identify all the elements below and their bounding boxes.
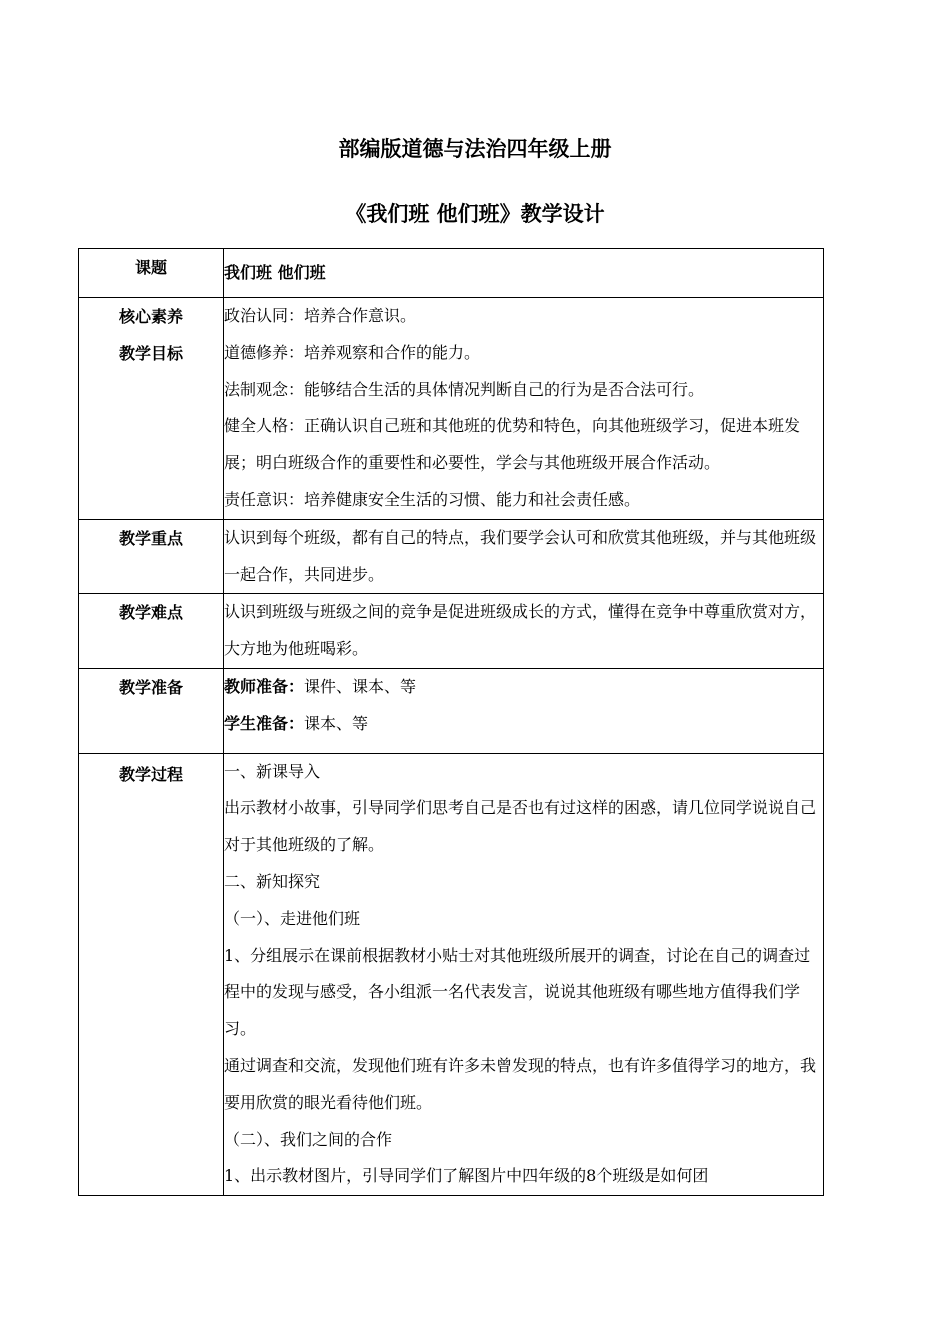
goals-label-line-1: 核心素养 (118, 307, 183, 326)
goal-line: 道德修养：培养观察和合作的能力。 (224, 342, 481, 362)
document-title: 部编版道德与法治四年级上册 (338, 137, 612, 161)
goals-label (79, 298, 224, 520)
student-prep (224, 706, 823, 743)
difficulty-label: 教学难点 (79, 594, 224, 669)
process-label: 教学过程 (79, 753, 224, 1196)
goal-line: 法制观念：能够结合生活的具体情况判断自己的行为是否合法可行。 (224, 379, 705, 399)
table-row-topic (79, 249, 824, 298)
process-line: （二）、我们之间的合作 (224, 1129, 393, 1149)
goal-line: 健全人格：正确认识自己班和其他班的优势和特色，向其他班级学习，促进本班发展；明白班级合作的重要性和必要性，学会与其他班级开展合作活动。 (224, 416, 801, 473)
topic-label: 课题 (79, 249, 224, 298)
table-row-process (79, 753, 824, 1196)
goals-label-line-2: 教学目标 (118, 344, 183, 363)
process-content (224, 753, 824, 1196)
process-line: （一）、走进他们班 (224, 908, 361, 928)
teacher-prep-value: 课件、课本、等 (304, 676, 417, 696)
difficulty-text: 认识到班级与班级之间的竞争是促进班级成长的方式，懂得在竞争中尊重欣赏对方，大方地为他班喝彩。 (224, 594, 824, 669)
lesson-plan-table (78, 248, 824, 1196)
teacher-prep-label: 教师准备： (224, 676, 305, 696)
table-row-preparation (79, 668, 824, 753)
process-line: 一、新课导入 (224, 761, 321, 781)
goal-line: 政治认同：培养合作意识。 (224, 306, 417, 325)
preparation-content (224, 668, 824, 753)
process-line: 通过调查和交流，发现他们班有许多未曾发现的特点，也有许多值得学习的地方，我要用欣赏的眼光看待他们班。 (224, 1055, 817, 1112)
teacher-prep (224, 669, 823, 706)
student-prep-label: 学生准备： (224, 713, 305, 733)
document-subtitle: 《我们班 他们班》教学设计 (345, 202, 605, 226)
student-prep-value: 课本、等 (304, 713, 369, 733)
process-line: 1、出示教材图片，引导同学们了解图片中四年级的8个班级是如何团 (224, 1166, 709, 1186)
key-points-label: 教学重点 (79, 519, 224, 594)
table-row-difficulty (79, 594, 824, 669)
goal-line: 责任意识：培养健康安全生活的习惯、能力和社会责任感。 (224, 489, 641, 509)
process-line: 出示教材小故事，引导同学们思考自己是否也有过这样的困惑，请几位同学说说自己对于其他班级的了解。 (224, 798, 817, 855)
key-points-text: 认识到每个班级，都有自己的特点，我们要学会认可和欣赏其他班级，并与其他班级一起合作，共同进步。 (224, 519, 824, 594)
table-row-key-points (79, 519, 824, 594)
process-line: 1、分组展示在课前根据教材小贴士对其他班级所展开的调查，讨论在自己的调查过程中的发现与感受，各小组派一名代表发言，说说其他班级有哪些地方值得我们学习。 (224, 945, 811, 1039)
topic-value: 我们班 他们班 (224, 249, 824, 298)
goals-content (224, 298, 824, 520)
process-line: 二、新知探究 (224, 871, 321, 891)
table-row-goals (79, 298, 824, 520)
preparation-label: 教学准备 (79, 668, 224, 753)
